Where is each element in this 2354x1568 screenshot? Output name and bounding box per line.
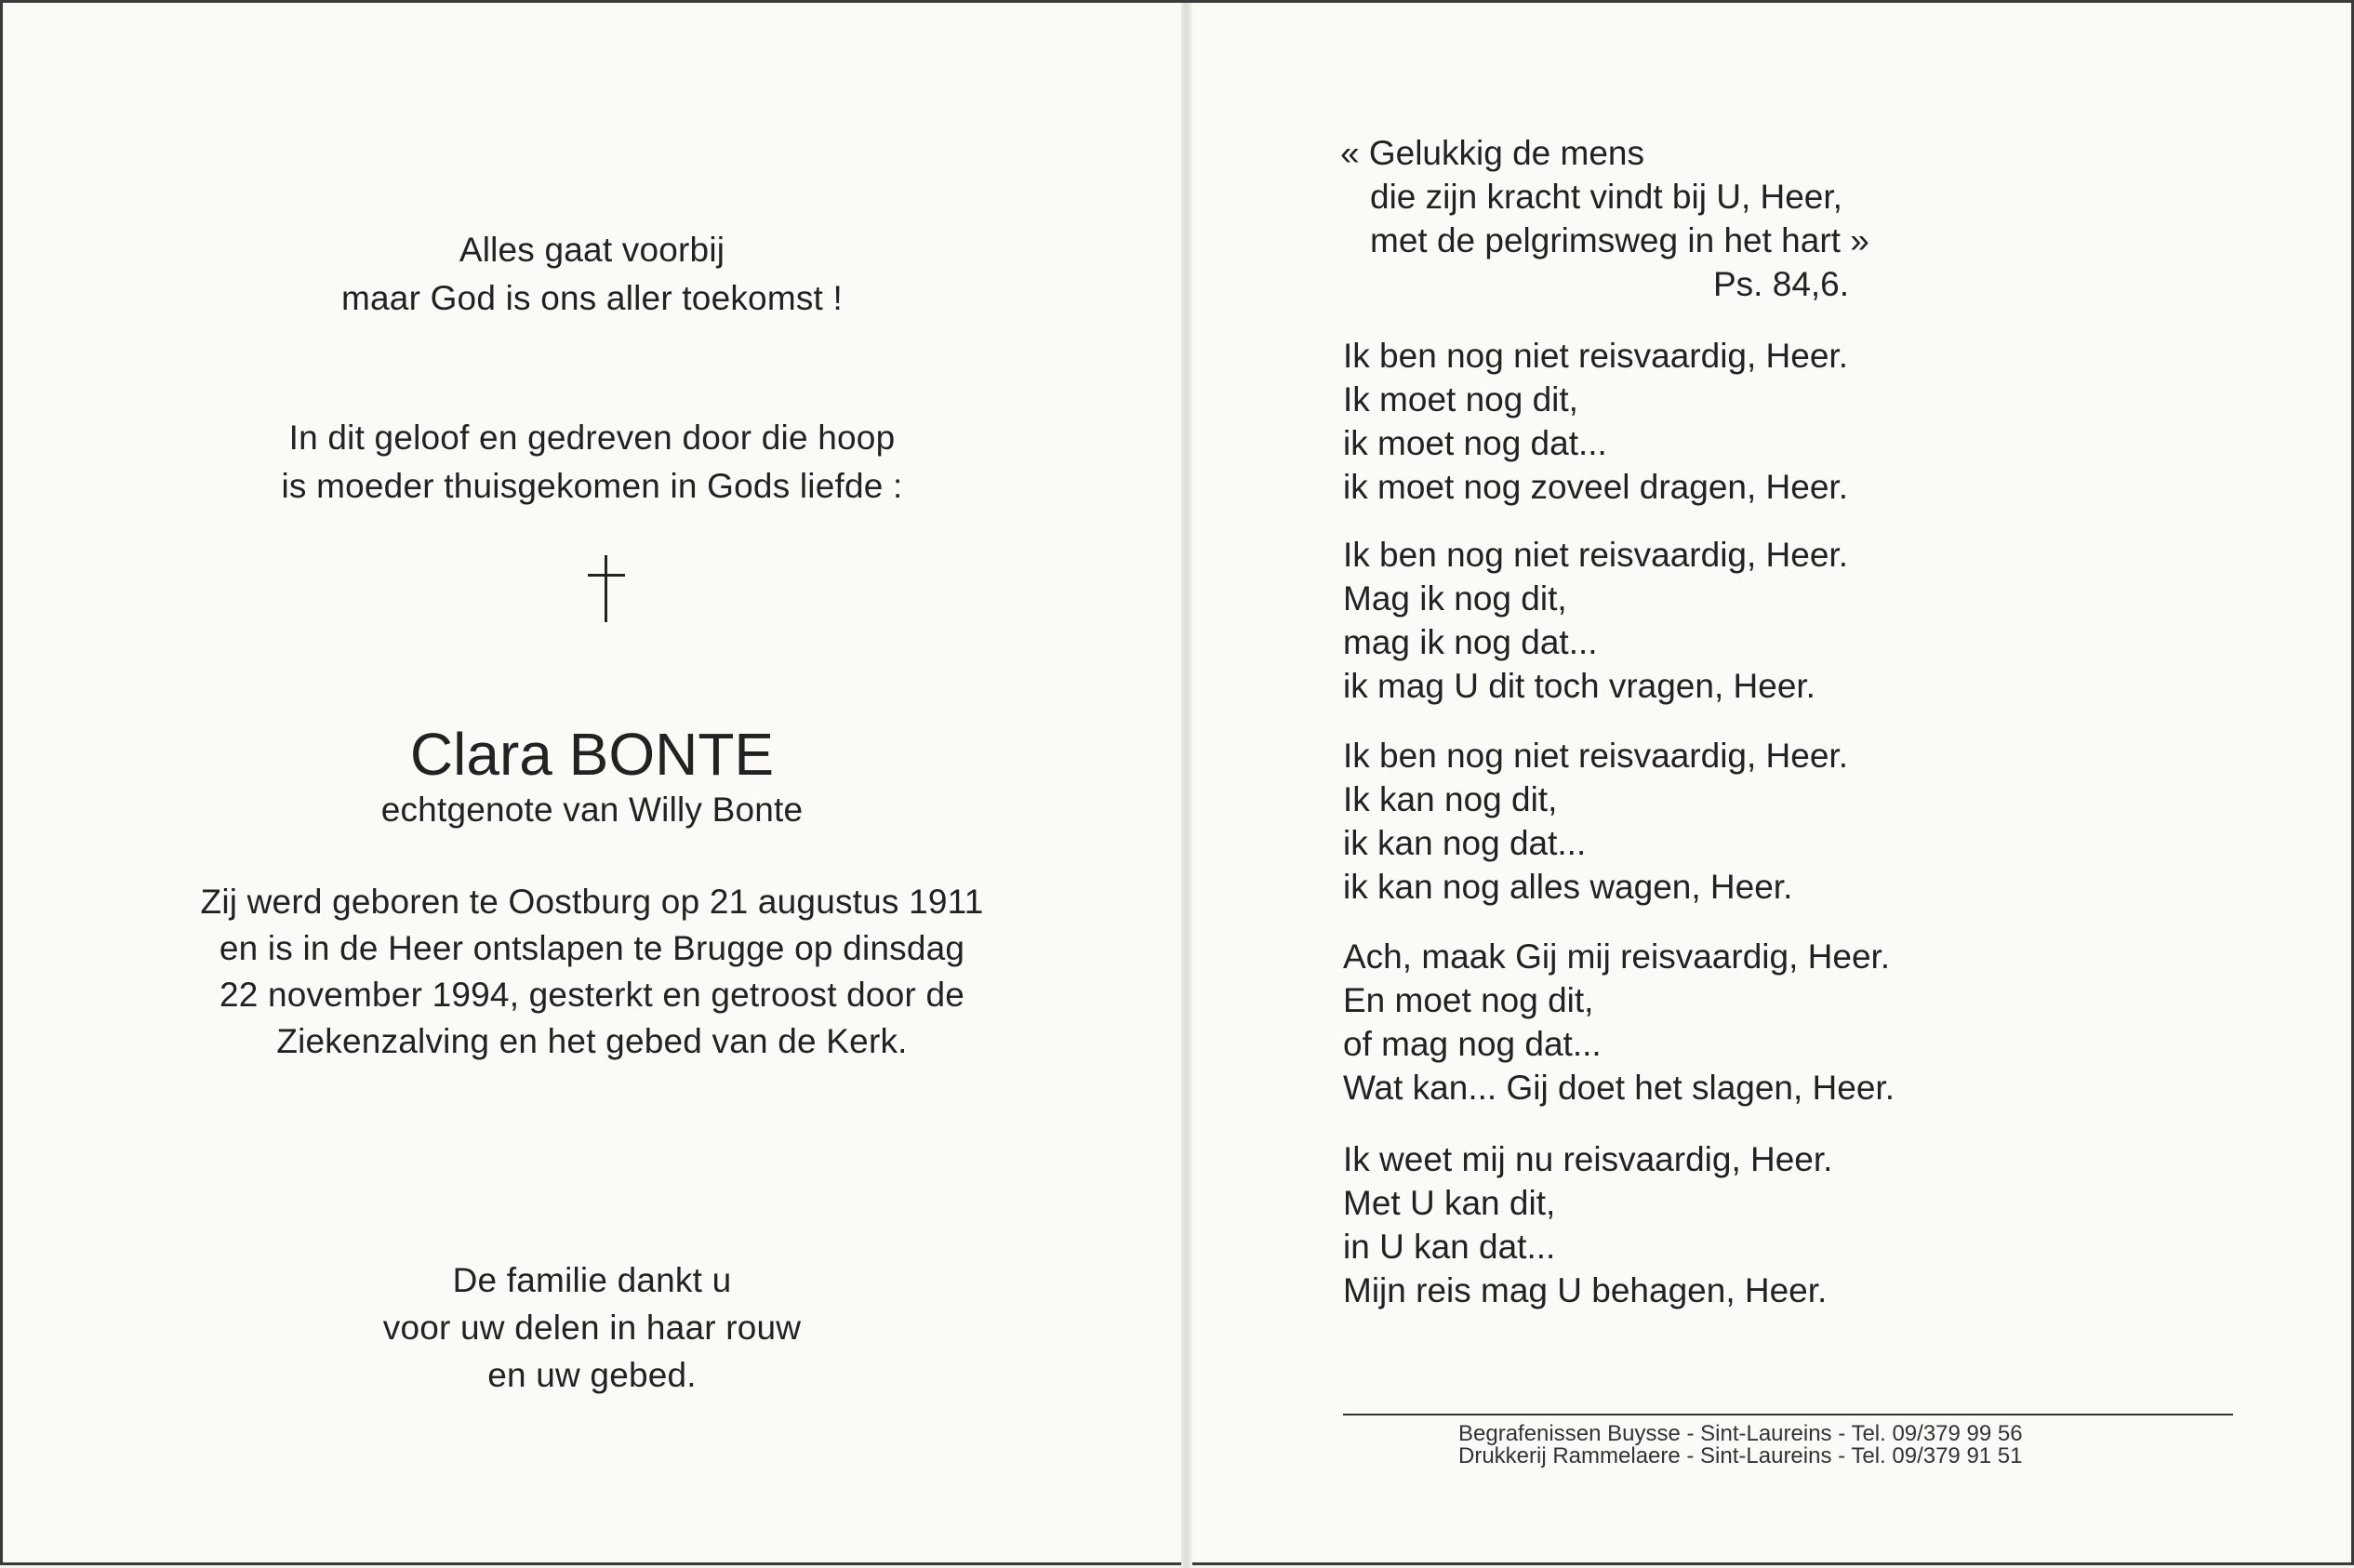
right-panel: [1192, 3, 2354, 1568]
printer-credits: [1458, 1423, 2023, 1468]
family-thanks: [3, 1256, 1181, 1399]
faith-line: In dit geloof en gedreven door die hoop: [288, 419, 896, 457]
thanks-line: De familie dankt u: [452, 1261, 732, 1299]
poem-line: ik kan nog alles wagen, Heer.: [1343, 868, 1793, 906]
quote-line: met de pelgrimsweg in het hart »: [1370, 221, 1869, 259]
poem-stanza: [1343, 533, 1848, 708]
poem-stanza: [1343, 935, 1895, 1110]
poem-line: Ik weet mij nu reisvaardig, Heer.: [1343, 1140, 1833, 1178]
poem-line: Ik ben nog niet reisvaardig, Heer.: [1343, 337, 1848, 375]
poem-line: Ik ben nog niet reisvaardig, Heer.: [1343, 737, 1848, 775]
deceased-name: Clara BONTE: [409, 721, 775, 788]
poem-line: Wat kan... Gij doet het slagen, Heer.: [1343, 1069, 1895, 1107]
bio-line: Ziekenzalving en het gebed van de Kerk.: [276, 1022, 908, 1060]
bio-line: en is in de Heer ontslapen te Brugge op dinsdag: [219, 929, 965, 967]
spouse-line: [3, 786, 1181, 834]
credit-line: Begrafenissen Buysse - Sint-Laureins - Tel. 09/379 99 56: [1458, 1421, 2023, 1446]
poem-line: Ach, maak Gij mij reisvaardig, Heer.: [1343, 937, 1891, 976]
divider-rule: [1343, 1414, 2233, 1415]
motto-line: maar God is ons aller toekomst !: [341, 279, 843, 317]
motto-line: Alles gaat voorbij: [459, 231, 725, 269]
poem-line: Mijn reis mag U behagen, Heer.: [1343, 1271, 1828, 1309]
biography: [3, 879, 1181, 1065]
poem-line: in U kan dat...: [1343, 1228, 1556, 1266]
faith-statement: [3, 414, 1181, 511]
poem-line: ik mag U dit toch vragen, Heer.: [1343, 667, 1815, 705]
card-fold: [1181, 3, 1192, 1568]
psalm-reference: Ps. 84,6.: [1713, 265, 1850, 303]
motto: [3, 226, 1181, 323]
poem-line: Met U kan dit,: [1343, 1184, 1556, 1222]
poem-stanza: [1343, 734, 1848, 909]
poem-line: En moet nog dit,: [1343, 981, 1594, 1019]
poem-line: Mag ik nog dit,: [1343, 579, 1567, 618]
left-panel: [3, 3, 1181, 1568]
poem-line: of mag nog dat...: [1343, 1025, 1602, 1063]
poem-line: mag ik nog dat...: [1343, 623, 1598, 661]
poem-line: ik moet nog dat...: [1343, 424, 1607, 462]
quote-line: die zijn kracht vindt bij U, Heer,: [1370, 178, 1842, 216]
poem-stanza: [1343, 1137, 1832, 1312]
bio-line: 22 november 1994, gesterkt en getroost door de: [219, 976, 965, 1014]
poem-line: Ik ben nog niet reisvaardig, Heer.: [1343, 536, 1848, 574]
cross-icon: [586, 555, 627, 622]
thanks-line: voor uw delen in haar rouw: [382, 1309, 802, 1347]
poem-line: Ik kan nog dit,: [1343, 780, 1558, 818]
spouse-text: echtgenote van Willy Bonte: [380, 791, 804, 829]
poem-line: ik kan nog dat...: [1343, 824, 1587, 862]
poem-stanza: [1343, 334, 1848, 509]
quote-line: « Gelukkig de mens: [1340, 134, 1645, 172]
poem-line: ik moet nog zoveel dragen, Heer.: [1343, 468, 1848, 506]
thanks-line: en uw gebed.: [487, 1356, 697, 1394]
bio-line: Zij werd geboren te Oostburg op 21 augustus 1911: [200, 883, 984, 921]
poem-line: Ik moet nog dit,: [1343, 380, 1578, 419]
faith-line: is moeder thuisgekomen in Gods liefde :: [281, 467, 903, 505]
psalm-quote: [1340, 131, 1869, 306]
credit-line: Drukkerij Rammelaere - Sint-Laureins - Tel. 09/379 91 51: [1458, 1443, 2023, 1468]
